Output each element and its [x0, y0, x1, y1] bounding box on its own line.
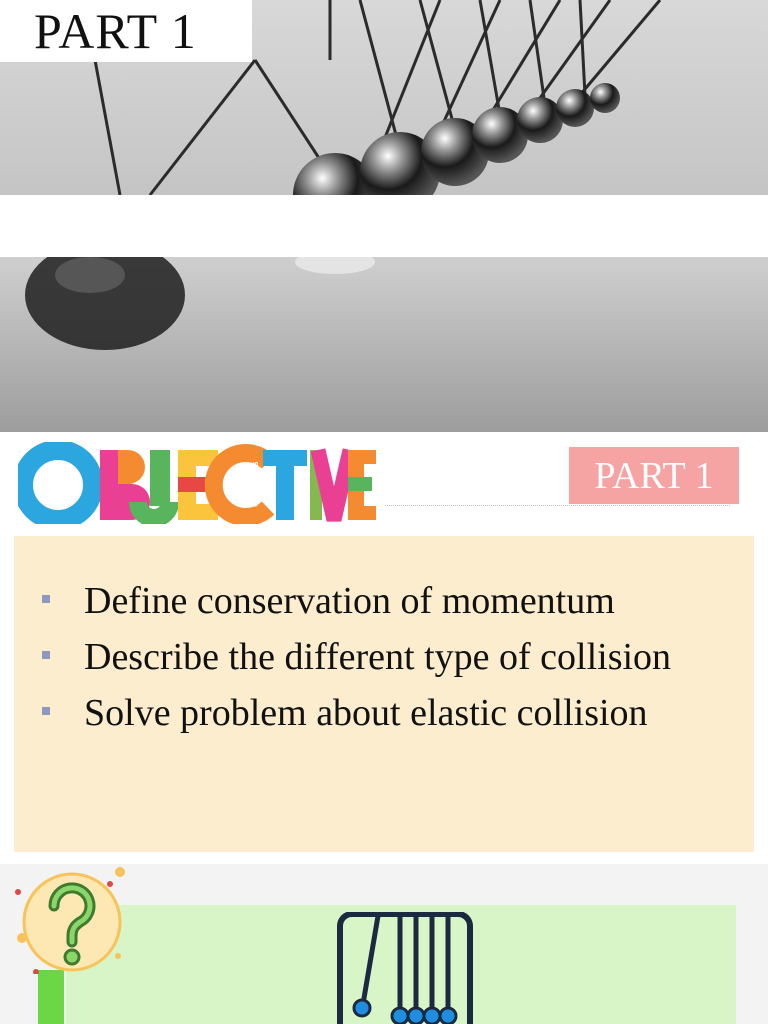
newtons-cradle-icon: [330, 912, 480, 1024]
slide-part1-cover: [0, 0, 768, 432]
objective-item: Describe the different type of collision: [84, 630, 734, 684]
title-box: [0, 0, 252, 62]
slide-objectives: [0, 432, 768, 864]
green-stem: [38, 970, 64, 1024]
question-mark-icon: [10, 864, 135, 974]
divider: [385, 505, 730, 506]
objectives-box: [14, 536, 754, 852]
slide-title: PART 1: [34, 3, 197, 59]
logo-small-text: Objectives: [250, 461, 260, 507]
objective-item: Define conservation of momentum: [84, 574, 734, 628]
part-badge: PART 1: [569, 447, 739, 504]
slide-part1-intro: [0, 864, 768, 1024]
white-band: [0, 195, 768, 257]
objectives-logo: [18, 442, 378, 524]
objective-item: Solve problem about elastic collision: [84, 686, 734, 740]
objectives-list: [84, 574, 734, 740]
